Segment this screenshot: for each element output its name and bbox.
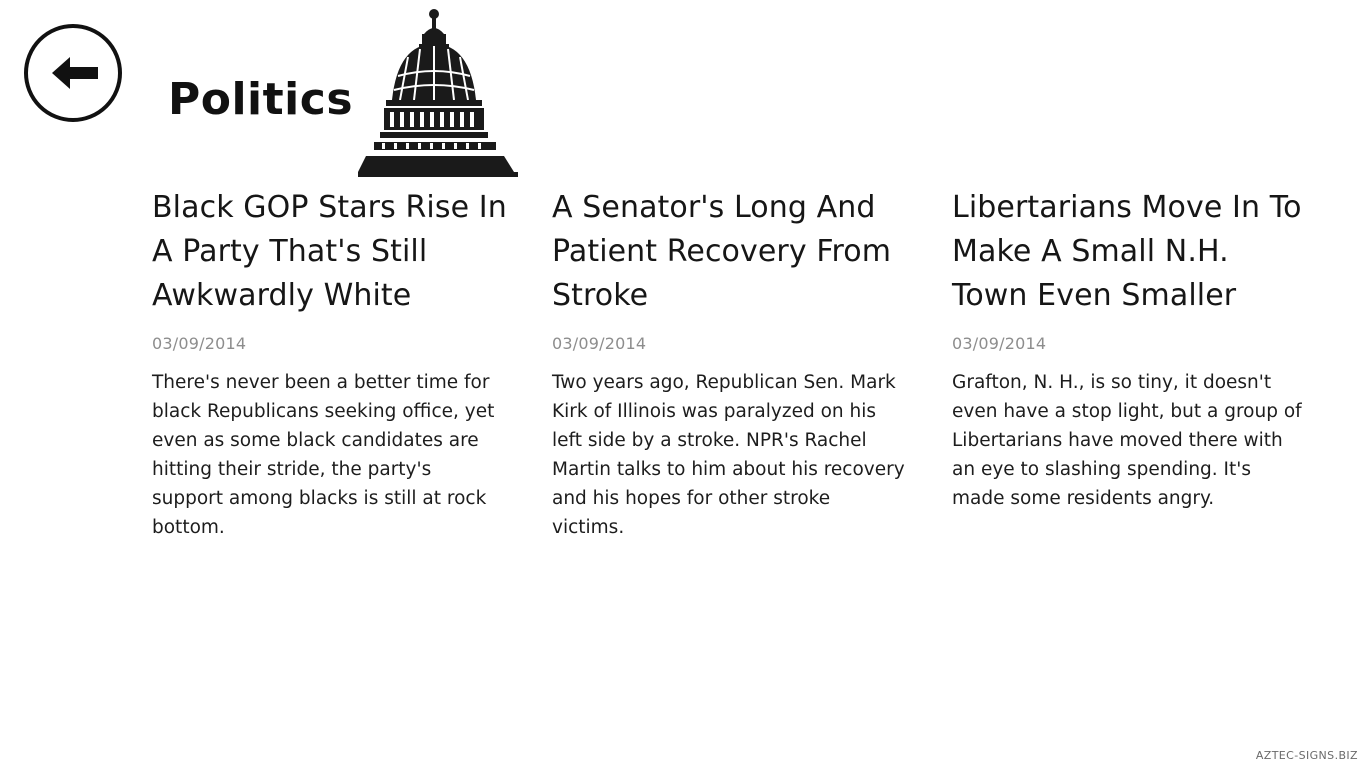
article-date: 03/09/2014 (552, 334, 647, 354)
article-summary: Grafton, N. H., is so tiny, it doesn't even have a stop light, but a group of Libertarians have moved there with an eye to slashing spending. It's made some residents angry. (952, 372, 1302, 509)
article-list (152, 186, 1366, 543)
page-title: Politics (168, 74, 354, 125)
watermark: AZTEC-SIGNS.BIZ (1255, 749, 1358, 762)
article-title: Libertarians Move In To Make A Small N.H. Town Even Smaller (952, 190, 1302, 313)
article-title: Black GOP Stars Rise In A Party That's Still Awkwardly White (152, 190, 507, 313)
back-arrow-icon (44, 53, 102, 93)
article-card[interactable] (152, 186, 552, 543)
article-summary: Two years ago, Republican Sen. Mark Kirk of Illinois was paralyzed on his left side by a stroke. NPR's Rachel Martin talks to him about his recovery and his hopes for other stroke victims. (552, 372, 905, 538)
article-summary: There's never been a better time for black Republicans seeking office, yet even as some black candidates are hitting their stride, the party's support among blacks is still at rock bottom. (152, 372, 495, 538)
back-button[interactable] (24, 24, 122, 122)
article-title: A Senator's Long And Patient Recovery From Stroke (552, 190, 892, 313)
article-date: 03/09/2014 (152, 334, 247, 354)
capitol-dome-icon (358, 4, 526, 180)
article-date: 03/09/2014 (952, 334, 1047, 354)
article-card[interactable] (952, 186, 1352, 543)
page-header (0, 0, 1366, 180)
article-card[interactable] (552, 186, 952, 543)
